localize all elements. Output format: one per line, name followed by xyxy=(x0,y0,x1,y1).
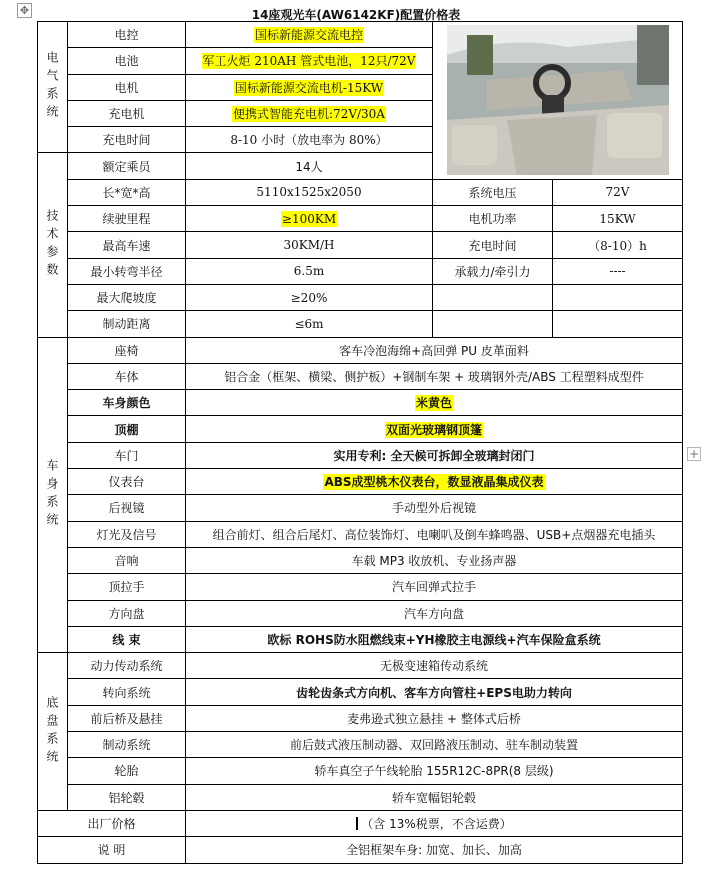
empty-cell xyxy=(553,284,683,310)
table-row xyxy=(38,442,683,468)
page-title: 14座观光车(AW6142KF)配置价格表 xyxy=(251,8,461,22)
row-label: 最大爬坡度 xyxy=(68,284,186,310)
value-text: 军工火炬 210AH 管式电池，12只/72V xyxy=(202,54,416,69)
row-label-2: 充电时间 xyxy=(433,232,553,258)
empty-cell xyxy=(553,311,683,337)
table-row xyxy=(38,258,683,284)
table-row xyxy=(38,679,683,705)
row-label: 制动系统 xyxy=(68,732,186,758)
row-label: 车身颜色 xyxy=(68,390,186,416)
category-electric: 电气系统 xyxy=(38,22,68,153)
row-value xyxy=(186,74,433,100)
row-label: 座椅 xyxy=(68,337,186,363)
value-text: 便携式智能充电机:72V/30A xyxy=(233,107,385,122)
table-row xyxy=(38,521,683,547)
empty-cell xyxy=(433,284,553,310)
row-label: 电池 xyxy=(68,48,186,74)
price-value: （含 13%税票，不含运费） xyxy=(361,817,512,832)
row-value: 14人 xyxy=(186,153,433,179)
table-row xyxy=(38,784,683,810)
row-label: 续驶里程 xyxy=(68,206,186,232)
value-text: 国标新能源交流电控 xyxy=(254,28,363,43)
row-label: 最小转弯半径 xyxy=(68,258,186,284)
row-value xyxy=(186,22,433,48)
row-label-2: 系统电压 xyxy=(433,179,553,205)
vehicle-interior-photo xyxy=(447,25,669,175)
row-value: 麦弗逊式独立悬挂 + 整体式后桥 xyxy=(186,705,683,731)
row-value: 汽车方向盘 xyxy=(186,600,683,626)
row-value: 轿车宽幅铝轮毂 xyxy=(186,784,683,810)
spec-table xyxy=(37,21,683,864)
row-value: 手动型外后视镜 xyxy=(186,495,683,521)
price-label: 出厂价格 xyxy=(38,810,186,836)
note-label: 说 明 xyxy=(38,837,186,863)
table-row xyxy=(38,22,683,48)
row-value xyxy=(186,100,433,126)
row-label: 额定乘员 xyxy=(68,153,186,179)
value-text: ≥100KM xyxy=(281,211,337,226)
row-label: 充电时间 xyxy=(68,127,186,153)
add-column-button[interactable]: + xyxy=(688,447,700,461)
category-tech: 技术参数 xyxy=(38,153,68,337)
row-label: 车体 xyxy=(68,363,186,389)
category-chassis: 底盘系统 xyxy=(38,653,68,811)
table-row xyxy=(38,469,683,495)
table-row xyxy=(38,653,683,679)
table-row xyxy=(38,363,683,389)
row-value-2: ---- xyxy=(553,258,683,284)
row-value xyxy=(186,469,683,495)
row-label: 音响 xyxy=(68,547,186,573)
row-value: 30KM/H xyxy=(186,232,433,258)
row-label: 仪表台 xyxy=(68,469,186,495)
row-value: 车载 MP3 收放机、专业扬声器 xyxy=(186,547,683,573)
row-label: 制动距离 xyxy=(68,311,186,337)
value-text: 国标新能源交流电机-15KW xyxy=(234,80,384,95)
row-value-2: 72V xyxy=(553,179,683,205)
table-row xyxy=(38,495,683,521)
row-label: 长*宽*高 xyxy=(68,179,186,205)
table-row xyxy=(38,574,683,600)
row-value xyxy=(186,206,433,232)
row-value: ≤6m xyxy=(186,311,433,337)
table-row xyxy=(38,626,683,652)
row-value: 无极变速箱传动系统 xyxy=(186,653,683,679)
table-row xyxy=(38,547,683,573)
table-row xyxy=(38,337,683,363)
table-row xyxy=(38,311,683,337)
row-value: 齿轮齿条式方向机、客车方向管柱+EPS电助力转向 xyxy=(186,679,683,705)
value-text: 双面光玻璃钢顶篷 xyxy=(385,422,482,437)
table-row xyxy=(38,732,683,758)
row-label: 动力传动系统 xyxy=(68,653,186,679)
row-value: 组合前灯、组合后尾灯、高位装饰灯、电喇叭及倒车蜂鸣器、USB+点烟器充电插头 xyxy=(186,521,683,547)
row-value xyxy=(186,390,683,416)
row-label: 方向盘 xyxy=(68,600,186,626)
row-label: 最高车速 xyxy=(68,232,186,258)
row-value: 6.5m xyxy=(186,258,433,284)
row-value xyxy=(186,48,433,74)
row-label: 顶棚 xyxy=(68,416,186,442)
row-value: 5110x1525x2050 xyxy=(186,179,433,205)
row-value: 前后鼓式液压制动器、双回路液压制动、驻车制动装置 xyxy=(186,732,683,758)
table-row xyxy=(38,206,683,232)
table-row xyxy=(38,600,683,626)
table-row xyxy=(38,390,683,416)
row-label: 线 束 xyxy=(68,626,186,652)
photo-cell xyxy=(433,22,683,180)
row-value: 实用专利: 全天候可拆卸全玻璃封闭门 xyxy=(186,442,683,468)
category-body: 车身系统 xyxy=(38,337,68,653)
row-label: 电机 xyxy=(68,74,186,100)
row-label: 车门 xyxy=(68,442,186,468)
table-row xyxy=(38,416,683,442)
note-value: 全铝框架车身: 加宽、加长、加高 xyxy=(186,837,683,863)
table-row xyxy=(38,810,683,836)
row-label: 灯光及信号 xyxy=(68,521,186,547)
price-value-cell[interactable] xyxy=(186,810,683,836)
row-label: 顶拉手 xyxy=(68,574,186,600)
row-label: 后视镜 xyxy=(68,495,186,521)
row-value-2: 15KW xyxy=(553,206,683,232)
value-text: ABS成型桃木仪表台，数显液晶集成仪表 xyxy=(324,475,544,490)
row-label: 铝轮毂 xyxy=(68,784,186,810)
row-value: 汽车回弹式拉手 xyxy=(186,574,683,600)
row-label: 充电机 xyxy=(68,100,186,126)
row-value: ≥20% xyxy=(186,284,433,310)
table-row xyxy=(38,837,683,863)
row-label: 转向系统 xyxy=(68,679,186,705)
table-row xyxy=(38,232,683,258)
value-text: 米黄色 xyxy=(415,396,452,411)
row-value: 铝合金（框架、横梁、侧护板）+钢制车架 + 玻璃钢外壳/ABS 工程塑料成型件 xyxy=(186,363,683,389)
table-row xyxy=(38,758,683,784)
table-row xyxy=(38,179,683,205)
row-value xyxy=(186,416,683,442)
row-label: 轮胎 xyxy=(68,758,186,784)
row-value: 客车冷泡海绵+高回弹 PU 皮革面料 xyxy=(186,337,683,363)
row-label: 电控 xyxy=(68,22,186,48)
empty-cell xyxy=(433,311,553,337)
table-move-handle[interactable]: ✥ xyxy=(17,3,32,18)
row-label: 前后桥及悬挂 xyxy=(68,705,186,731)
text-cursor xyxy=(356,817,358,830)
row-label-2: 承载力/牵引力 xyxy=(433,258,553,284)
row-value-2: （8-10）h xyxy=(553,232,683,258)
table-row xyxy=(38,284,683,310)
row-value: 轿车真空子午线轮胎 155R12C-8PR(8 层级) xyxy=(186,758,683,784)
table-row xyxy=(38,705,683,731)
row-value: 欧标 ROHS防水阻燃线束+YH橡胶主电源线+汽车保险盒系统 xyxy=(186,626,683,652)
row-value: 8-10 小时（放电率为 80%） xyxy=(186,127,433,153)
row-label-2: 电机功率 xyxy=(433,206,553,232)
